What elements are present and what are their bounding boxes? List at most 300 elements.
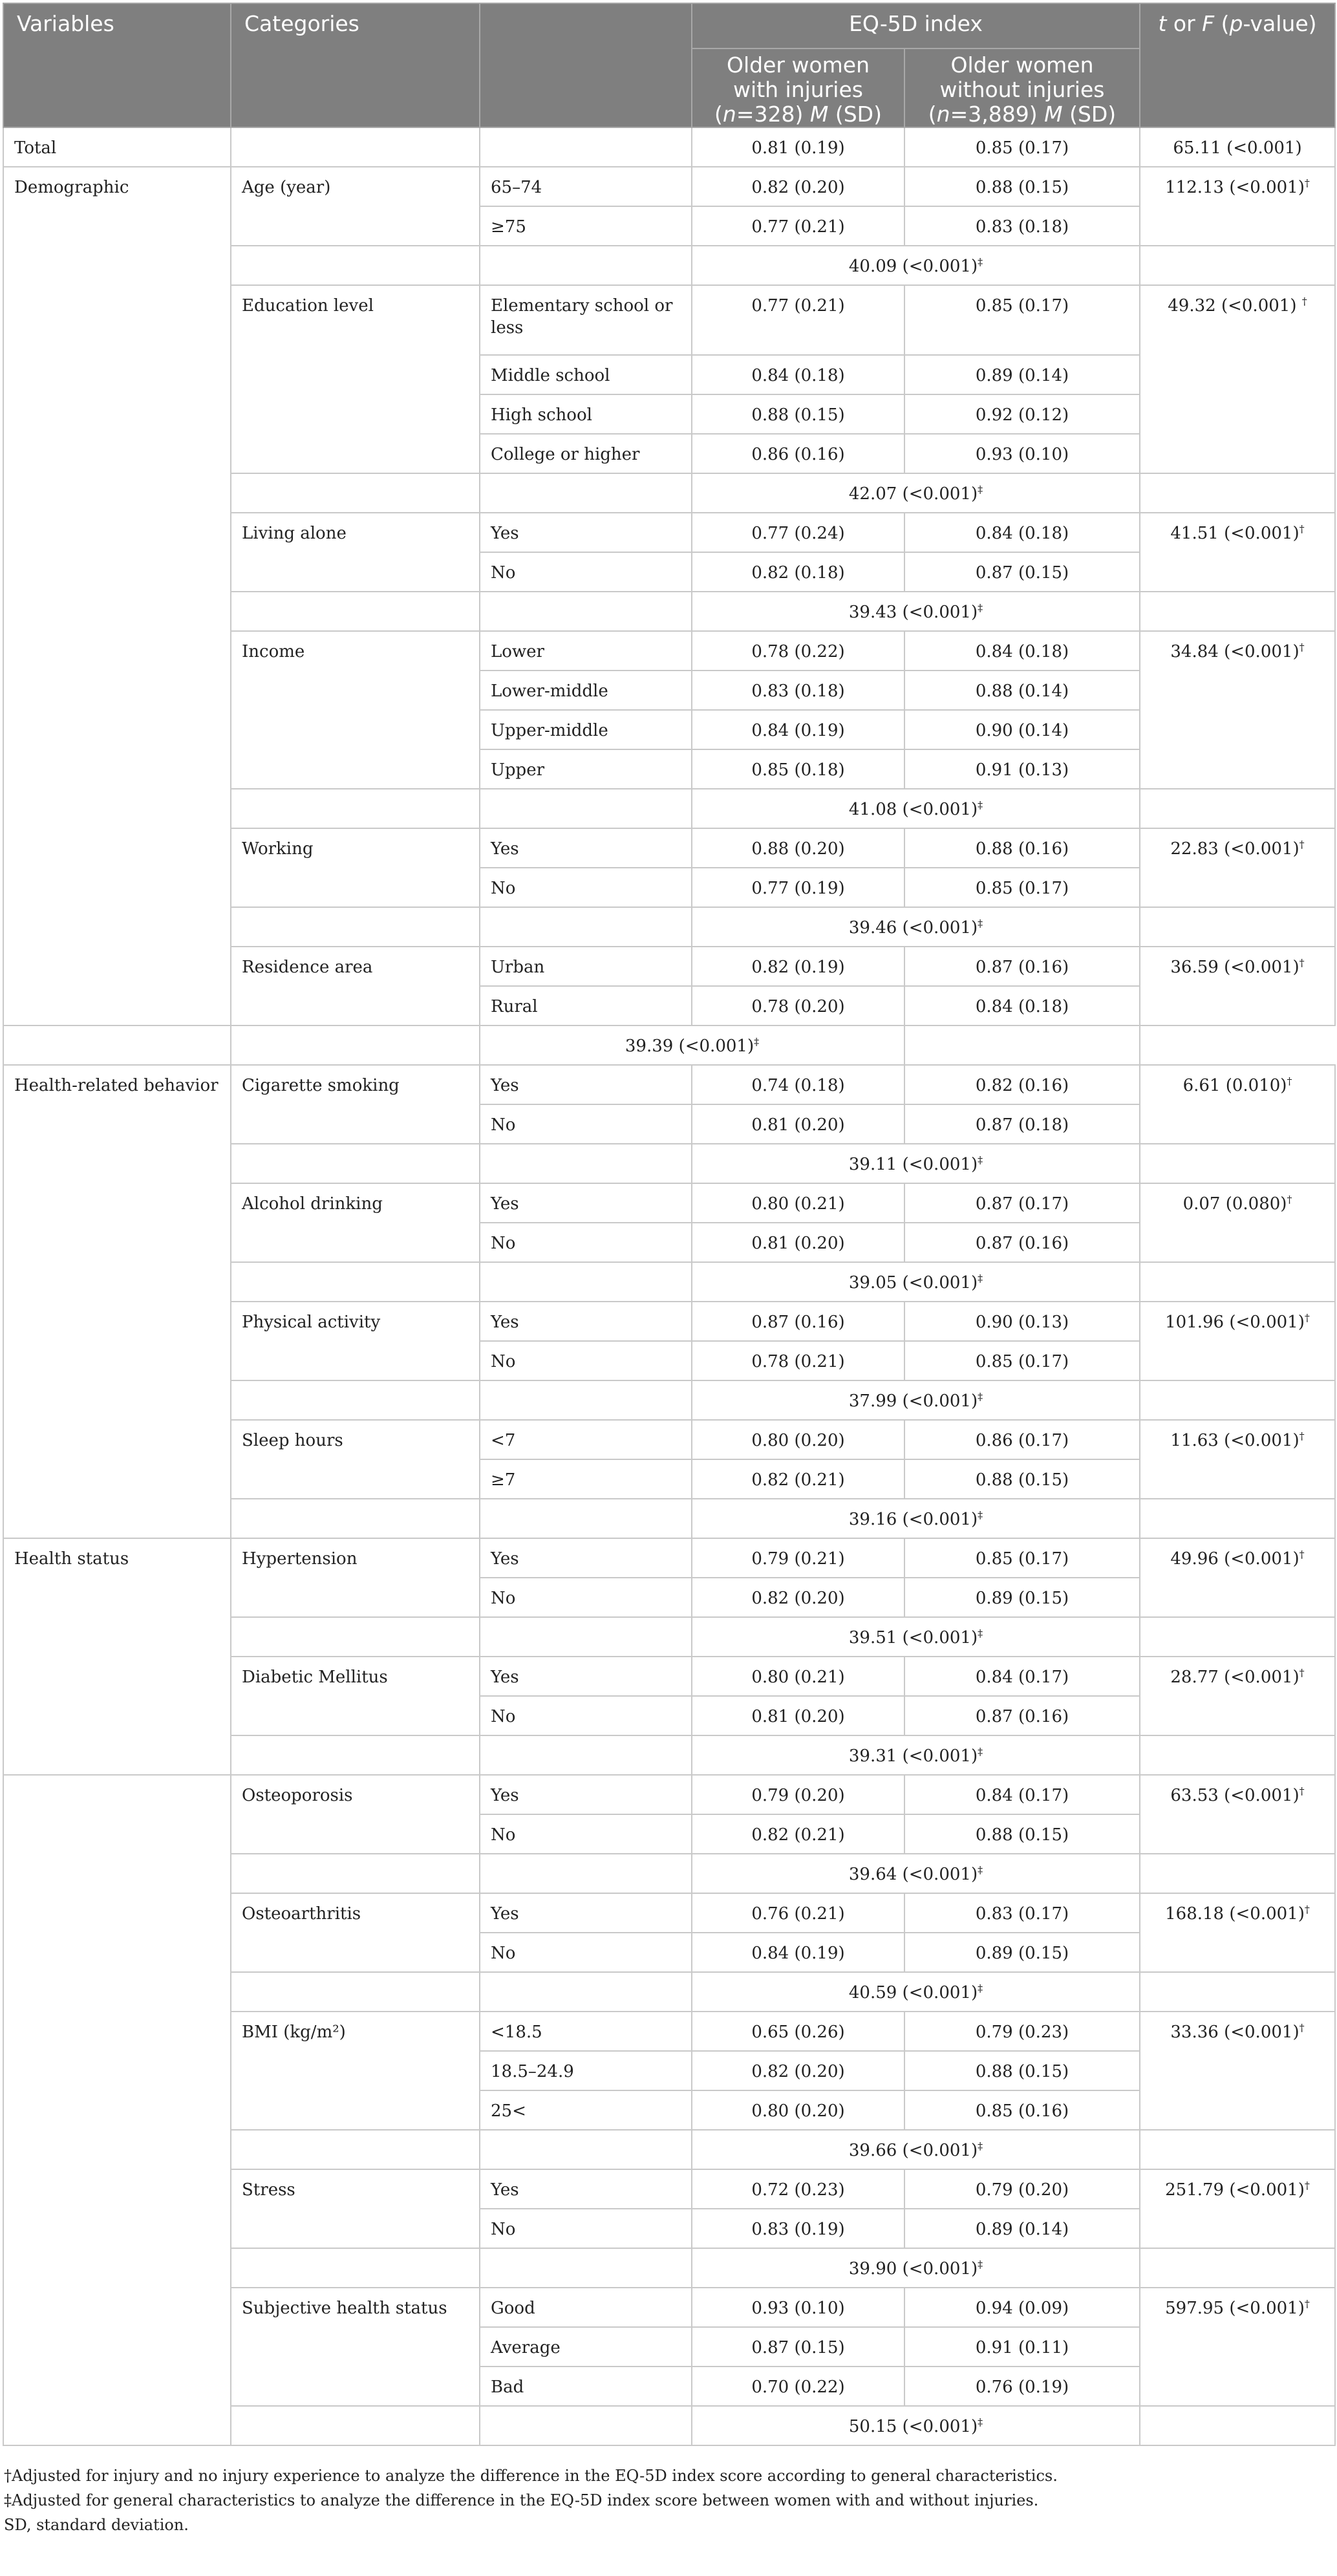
category-cell <box>231 127 480 167</box>
value-with-injuries: 0.78 (0.20) <box>692 986 904 1025</box>
category-cell: Living alone <box>231 513 480 592</box>
value-without-injuries: 0.91 (0.11) <box>904 2327 1140 2367</box>
footnote-mark: ‡ <box>978 917 983 930</box>
footnote-mark: ‡ <box>978 799 983 811</box>
test-cell <box>1140 1499 1335 1538</box>
subcategory-cell <box>480 592 692 631</box>
subcategory-cell <box>480 1972 692 2012</box>
value-with-injuries: 0.77 (0.19) <box>692 868 904 907</box>
subcategory-cell: Average <box>480 2327 692 2367</box>
table-row <box>3 1538 1335 1578</box>
adjusted-cell <box>692 2406 1140 2445</box>
subcategory-cell: Yes <box>480 2169 692 2209</box>
value-without-injuries: 0.89 (0.14) <box>904 2209 1140 2248</box>
category-cell <box>231 2130 480 2169</box>
value-with-injuries: 0.80 (0.20) <box>692 2090 904 2130</box>
subcategory-cell: ≥75 <box>480 206 692 246</box>
subcategory-cell <box>480 1262 692 1302</box>
value-with-injuries: 0.81 (0.20) <box>692 1696 904 1735</box>
value-without-injuries: 0.88 (0.15) <box>904 1814 1140 1854</box>
subcategory-cell: ≥7 <box>480 1459 692 1499</box>
test-cell <box>1140 127 1335 167</box>
category-cell <box>231 2248 480 2288</box>
subcategory-cell <box>480 1854 692 1893</box>
category-cell: Hypertension <box>231 1538 480 1617</box>
footnote-mark: ‡ <box>978 255 983 268</box>
subcategory-cell: No <box>480 868 692 907</box>
test-cell <box>1140 1972 1335 2012</box>
subcategory-cell: 18.5–24.9 <box>480 2051 692 2090</box>
subcategory-cell: 65–74 <box>480 167 692 206</box>
subcategory-cell: Lower-middle <box>480 671 692 710</box>
footnote-mark: † <box>1299 1785 1305 1798</box>
subcategory-cell <box>480 1380 692 1420</box>
value-with-injuries: 0.82 (0.18) <box>692 552 904 592</box>
footnote: SD, standard deviation. <box>4 2516 189 2534</box>
footnote-mark: † <box>1304 177 1310 189</box>
adjusted-value: 37.99 (<0.001) <box>848 1391 978 1411</box>
value-with-injuries: 0.82 (0.20) <box>692 1578 904 1617</box>
subcategory-cell: Yes <box>480 828 692 868</box>
footnote-mark: † <box>1287 1075 1292 1088</box>
subcategory-cell: No <box>480 1223 692 1262</box>
value-with-injuries: 0.79 (0.20) <box>692 1775 904 1814</box>
adjusted-cell <box>692 1617 1140 1657</box>
variable-cell <box>3 1775 231 2445</box>
test-cell <box>1140 1420 1335 1499</box>
subcategory-cell <box>480 1617 692 1657</box>
value-without-injuries: 0.87 (0.16) <box>904 1696 1140 1735</box>
value-with-injuries: 0.87 (0.16) <box>692 1302 904 1341</box>
value-with-injuries: 0.78 (0.21) <box>692 1341 904 1380</box>
footnote-mark: ‡ <box>978 1863 983 1876</box>
value-with-injuries: 0.77 (0.24) <box>692 513 904 552</box>
value-with-injuries: 0.82 (0.21) <box>692 1459 904 1499</box>
category-cell: Subjective health status <box>231 2288 480 2406</box>
category-cell: BMI (kg/m²) <box>231 2012 480 2130</box>
footnote-mark: † <box>1299 1548 1305 1561</box>
value-with-injuries: 0.82 (0.19) <box>692 947 904 986</box>
value-without-injuries: 0.90 (0.14) <box>904 710 1140 749</box>
value-with-injuries: 0.82 (0.21) <box>692 1814 904 1854</box>
value-without-injuries: 0.84 (0.17) <box>904 1657 1140 1696</box>
footnote-mark: † <box>1299 956 1305 969</box>
test-value: 112.13 (<0.001) <box>1165 178 1305 197</box>
test-cell <box>1140 1538 1335 1617</box>
category-cell: Cigarette smoking <box>231 1065 480 1144</box>
footnote-mark: ‡ <box>978 1272 983 1285</box>
table-row <box>3 1065 1335 1104</box>
value-with-injuries: 0.76 (0.21) <box>692 1893 904 1933</box>
adjusted-value: 39.43 (<0.001) <box>848 603 978 622</box>
adjusted-value: 41.08 (<0.001) <box>848 800 978 819</box>
test-cell <box>1140 592 1335 631</box>
footnote-mark: ‡ <box>978 2258 983 2271</box>
value-with-injuries: 0.81 (0.19) <box>692 127 904 167</box>
category-cell: Working <box>231 828 480 907</box>
subcategory-cell: <7 <box>480 1420 692 1459</box>
adjusted-value: 39.46 (<0.001) <box>848 918 978 938</box>
footnote-mark: ‡ <box>978 1390 983 1403</box>
adjusted-value: 39.51 (<0.001) <box>848 1628 978 1648</box>
adjusted-value: 50.15 (<0.001) <box>848 2417 978 2436</box>
value-with-injuries: 0.84 (0.19) <box>692 1933 904 1972</box>
subcategory-cell: 25< <box>480 2090 692 2130</box>
adjusted-value: 40.59 (<0.001) <box>848 1983 978 2002</box>
footnote-mark: ‡ <box>978 1154 983 1166</box>
category-cell <box>3 1025 231 1065</box>
subcategory-cell <box>480 473 692 513</box>
subcategory-cell: Good <box>480 2288 692 2327</box>
test-value: 41.51 (<0.001) <box>1170 524 1300 543</box>
value-with-injuries: 0.86 (0.16) <box>692 434 904 473</box>
test-value: 34.84 (<0.001) <box>1170 642 1300 661</box>
subcategory-cell <box>480 907 692 947</box>
value-with-injuries: 0.87 (0.15) <box>692 2327 904 2367</box>
header-with-injuries: Older women with injuries (n=328) M (SD) <box>692 48 904 127</box>
value-without-injuries: 0.85 (0.17) <box>904 868 1140 907</box>
value-with-injuries: 0.74 (0.18) <box>692 1065 904 1104</box>
category-cell: Age (year) <box>231 167 480 246</box>
category-cell: Osteoarthritis <box>231 1893 480 1972</box>
value-without-injuries: 0.88 (0.15) <box>904 2051 1140 2090</box>
category-cell: Residence area <box>231 947 480 1025</box>
category-cell <box>231 1617 480 1657</box>
value-with-injuries: 0.81 (0.20) <box>692 1104 904 1144</box>
value-without-injuries: 0.87 (0.18) <box>904 1104 1140 1144</box>
footnote-mark: ‡ <box>978 1982 983 1995</box>
category-cell: Stress <box>231 2169 480 2248</box>
test-cell <box>1140 1735 1335 1775</box>
value-without-injuries: 0.84 (0.18) <box>904 631 1140 671</box>
subcategory-cell <box>480 789 692 828</box>
adjusted-cell <box>692 2130 1140 2169</box>
value-without-injuries: 0.83 (0.17) <box>904 1893 1140 1933</box>
test-cell <box>1140 2012 1335 2130</box>
subcategory-cell <box>480 1144 692 1183</box>
value-with-injuries: 0.79 (0.21) <box>692 1538 904 1578</box>
footnote-mark: ‡ <box>978 601 983 614</box>
value-without-injuries: 0.87 (0.17) <box>904 1183 1140 1223</box>
subcategory-cell <box>480 246 692 285</box>
value-without-injuries: 0.89 (0.15) <box>904 1933 1140 1972</box>
test-value: 65.11 (<0.001) <box>1173 138 1302 158</box>
footnote-mark: ‡ <box>754 1035 760 1048</box>
value-without-injuries: 0.87 (0.16) <box>904 1223 1140 1262</box>
test-cell <box>1140 1617 1335 1657</box>
test-value: 101.96 (<0.001) <box>1165 1313 1305 1332</box>
test-cell <box>1140 1775 1335 1854</box>
footnote-mark: † <box>1287 1193 1292 1206</box>
subcategory-cell: High school <box>480 394 692 434</box>
value-without-injuries: 0.89 (0.15) <box>904 1578 1140 1617</box>
value-with-injuries: 0.82 (0.20) <box>692 167 904 206</box>
adjusted-value: 39.31 (<0.001) <box>848 1746 978 1766</box>
eq5d-table <box>3 3 1336 2446</box>
value-with-injuries: 0.80 (0.20) <box>692 1420 904 1459</box>
test-value: 28.77 (<0.001) <box>1170 1668 1300 1687</box>
subcategory-cell: No <box>480 1104 692 1144</box>
subcategory-cell: No <box>480 1578 692 1617</box>
value-without-injuries: 0.85 (0.17) <box>904 1538 1140 1578</box>
test-cell <box>1140 1302 1335 1380</box>
variable-cell: Health-related behavior <box>3 1065 231 1538</box>
test-cell <box>1140 1854 1335 1893</box>
value-with-injuries: 0.88 (0.15) <box>692 394 904 434</box>
value-without-injuries: 0.82 (0.16) <box>904 1065 1140 1104</box>
category-cell <box>231 789 480 828</box>
subcategory-cell: No <box>480 1696 692 1735</box>
header-test-statistic: t or F (p-value) <box>1140 3 1335 127</box>
variable-cell: Health status <box>3 1538 231 1775</box>
test-value: 6.61 (0.010) <box>1182 1076 1287 1095</box>
subcategory-cell: No <box>480 552 692 592</box>
test-cell <box>904 1025 1140 1065</box>
category-cell <box>231 1854 480 1893</box>
category-cell <box>231 592 480 631</box>
category-cell: Diabetic Mellitus <box>231 1657 480 1735</box>
footnote-mark: † <box>1299 641 1305 654</box>
category-cell <box>231 1144 480 1183</box>
adjusted-cell <box>692 246 1140 285</box>
category-cell <box>231 907 480 947</box>
value-with-injuries: 0.85 (0.18) <box>692 749 904 789</box>
footnote-mark: † <box>1299 1666 1305 1679</box>
test-cell <box>1140 1893 1335 1972</box>
footnote-mark: ‡ <box>978 2140 983 2152</box>
adjusted-cell <box>692 1380 1140 1420</box>
value-with-injuries: 0.80 (0.21) <box>692 1657 904 1696</box>
value-without-injuries: 0.91 (0.13) <box>904 749 1140 789</box>
test-cell <box>1140 1183 1335 1262</box>
adjusted-value: 39.39 (<0.001) <box>625 1036 754 1056</box>
subcategory-cell: Elementary school or less <box>480 285 692 355</box>
value-without-injuries: 0.79 (0.23) <box>904 2012 1140 2051</box>
subcategory-cell: Yes <box>480 513 692 552</box>
subcategory-cell <box>480 1499 692 1538</box>
adjusted-value: 39.64 (<0.001) <box>848 1865 978 1884</box>
footnote-mark: † <box>1304 1311 1310 1324</box>
adjusted-cell <box>692 592 1140 631</box>
test-cell <box>1140 2130 1335 2169</box>
subcategory-cell: No <box>480 1933 692 1972</box>
value-with-injuries: 0.88 (0.20) <box>692 828 904 868</box>
value-with-injuries: 0.77 (0.21) <box>692 206 904 246</box>
footnote-mark: † <box>1304 1903 1310 1916</box>
test-cell <box>1140 1144 1335 1183</box>
value-without-injuries: 0.85 (0.17) <box>904 1341 1140 1380</box>
header-without-injuries: Older women without injuries (n=3,889) M (SD) <box>904 48 1140 127</box>
subcategory-cell: Yes <box>480 1065 692 1104</box>
value-with-injuries: 0.83 (0.18) <box>692 671 904 710</box>
value-with-injuries: 0.81 (0.20) <box>692 1223 904 1262</box>
value-without-injuries: 0.83 (0.18) <box>904 206 1140 246</box>
subcategory-cell <box>480 2406 692 2445</box>
test-cell <box>1140 1262 1335 1302</box>
category-cell <box>231 473 480 513</box>
adjusted-value: 39.05 (<0.001) <box>848 1273 978 1293</box>
category-cell: Sleep hours <box>231 1420 480 1499</box>
footnote-mark: † <box>1301 295 1307 308</box>
subcategory-cell <box>231 1025 480 1065</box>
footnote-mark: ‡ <box>978 1745 983 1758</box>
footnote-mark: † <box>1304 2297 1310 2310</box>
adjusted-cell <box>692 1735 1140 1775</box>
adjusted-value: 39.66 (<0.001) <box>848 2141 978 2160</box>
value-without-injuries: 0.90 (0.13) <box>904 1302 1140 1341</box>
value-without-injuries: 0.84 (0.17) <box>904 1775 1140 1814</box>
subcategory-cell: Urban <box>480 947 692 986</box>
value-without-injuries: 0.85 (0.16) <box>904 2090 1140 2130</box>
category-cell: Education level <box>231 285 480 473</box>
subcategory-cell <box>480 2130 692 2169</box>
category-cell <box>231 2406 480 2445</box>
variable-cell: Demographic <box>3 167 231 1025</box>
category-cell <box>231 1262 480 1302</box>
subcategory-cell: Upper <box>480 749 692 789</box>
footnote-mark: ‡ <box>978 483 983 496</box>
category-cell <box>231 246 480 285</box>
adjusted-cell <box>692 1499 1140 1538</box>
value-without-injuries: 0.93 (0.10) <box>904 434 1140 473</box>
value-with-injuries: 0.70 (0.22) <box>692 2367 904 2406</box>
value-without-injuries: 0.84 (0.18) <box>904 986 1140 1025</box>
adjusted-row <box>3 1025 1335 1065</box>
subcategory-cell: Yes <box>480 1302 692 1341</box>
subcategory-cell <box>480 1735 692 1775</box>
adjusted-value: 40.09 (<0.001) <box>848 257 978 276</box>
test-value: 63.53 (<0.001) <box>1170 1786 1300 1805</box>
value-without-injuries: 0.88 (0.14) <box>904 671 1140 710</box>
adjusted-value: 42.07 (<0.001) <box>848 484 978 504</box>
adjusted-cell <box>692 1972 1140 2012</box>
footnote-mark: ‡ <box>978 1508 983 1521</box>
table-row <box>3 167 1335 206</box>
value-without-injuries: 0.76 (0.19) <box>904 2367 1140 2406</box>
test-cell <box>1140 2406 1335 2445</box>
subcategory-cell <box>480 127 692 167</box>
test-cell <box>1140 473 1335 513</box>
test-value: 36.59 (<0.001) <box>1170 958 1300 977</box>
test-cell <box>1140 631 1335 789</box>
value-without-injuries: 0.94 (0.09) <box>904 2288 1140 2327</box>
test-value: 0.07 (0.080) <box>1182 1194 1287 1214</box>
value-with-injuries: 0.72 (0.23) <box>692 2169 904 2209</box>
subcategory-cell: Yes <box>480 1183 692 1223</box>
value-with-injuries: 0.84 (0.18) <box>692 355 904 394</box>
value-with-injuries: 0.80 (0.21) <box>692 1183 904 1223</box>
test-cell <box>1140 1380 1335 1420</box>
test-value: 11.63 (<0.001) <box>1170 1431 1300 1450</box>
adjusted-cell <box>692 1854 1140 1893</box>
category-cell <box>231 1499 480 1538</box>
value-without-injuries: 0.88 (0.15) <box>904 1459 1140 1499</box>
test-value: 49.32 (<0.001) <box>1168 296 1302 316</box>
adjusted-cell <box>692 1144 1140 1183</box>
category-cell: Physical activity <box>231 1302 480 1380</box>
test-cell <box>1140 2169 1335 2248</box>
subcategory-cell: Rural <box>480 986 692 1025</box>
footnote: †Adjusted for injury and no injury experience to analyze the difference in the EQ-5D index score according to general characteristics. <box>4 2467 1058 2485</box>
test-value: 22.83 (<0.001) <box>1170 839 1300 859</box>
subcategory-cell: Yes <box>480 1538 692 1578</box>
subcategory-cell: College or higher <box>480 434 692 473</box>
adjusted-cell <box>692 2248 1140 2288</box>
value-with-injuries: 0.83 (0.19) <box>692 2209 904 2248</box>
subcategory-cell: Bad <box>480 2367 692 2406</box>
test-cell <box>1140 828 1335 907</box>
value-without-injuries: 0.86 (0.17) <box>904 1420 1140 1459</box>
subcategory-cell: Lower <box>480 631 692 671</box>
adjusted-cell <box>480 1025 904 1065</box>
category-cell: Osteoporosis <box>231 1775 480 1854</box>
footnote-mark: † <box>1304 2179 1310 2192</box>
category-cell <box>231 1735 480 1775</box>
value-without-injuries: 0.88 (0.15) <box>904 167 1140 206</box>
footnote: ‡Adjusted for general characteristics to analyze the difference in the EQ-5D index score between women with and without injuries. <box>4 2491 1039 2509</box>
test-value: 251.79 (<0.001) <box>1165 2180 1305 2200</box>
value-with-injuries: 0.93 (0.10) <box>692 2288 904 2327</box>
test-cell <box>1140 2288 1335 2406</box>
footnote-mark: † <box>1299 838 1305 851</box>
subcategory-cell: No <box>480 1341 692 1380</box>
subcategory-cell <box>480 2248 692 2288</box>
value-with-injuries: 0.84 (0.19) <box>692 710 904 749</box>
subcategory-cell: <18.5 <box>480 2012 692 2051</box>
test-value: 49.96 (<0.001) <box>1170 1549 1300 1569</box>
variable-cell: Total <box>3 127 231 167</box>
category-cell: Income <box>231 631 480 789</box>
subcategory-cell: Yes <box>480 1657 692 1696</box>
adjusted-cell <box>692 473 1140 513</box>
test-cell <box>1140 2248 1335 2288</box>
value-without-injuries: 0.92 (0.12) <box>904 394 1140 434</box>
header-categories: Categories <box>231 3 480 127</box>
test-cell <box>1140 789 1335 828</box>
footnote-mark: † <box>1299 2021 1305 2034</box>
value-with-injuries: 0.77 (0.21) <box>692 285 904 355</box>
category-cell <box>231 1380 480 1420</box>
header-variables: Variables <box>3 3 231 127</box>
subcategory-cell: Yes <box>480 1893 692 1933</box>
test-value: 597.95 (<0.001) <box>1165 2299 1305 2318</box>
footnote-mark: ‡ <box>978 2416 983 2429</box>
test-value: 168.18 (<0.001) <box>1165 1904 1305 1924</box>
category-cell <box>231 1972 480 2012</box>
footnote-mark: ‡ <box>978 1627 983 1640</box>
value-without-injuries: 0.87 (0.15) <box>904 552 1140 592</box>
footnote-mark: † <box>1299 1430 1305 1443</box>
category-cell: Alcohol drinking <box>231 1183 480 1262</box>
subcategory-cell: No <box>480 2209 692 2248</box>
test-cell <box>1140 285 1335 473</box>
adjusted-value: 39.11 (<0.001) <box>848 1155 978 1174</box>
subcategory-cell: Middle school <box>480 355 692 394</box>
subcategory-cell: Yes <box>480 1775 692 1814</box>
footnote-mark: † <box>1299 522 1305 535</box>
adjusted-value: 39.90 (<0.001) <box>848 2259 978 2279</box>
value-without-injuries: 0.84 (0.18) <box>904 513 1140 552</box>
header-subcategories <box>480 3 692 127</box>
table-row <box>3 1775 1335 1814</box>
test-cell <box>1140 1065 1335 1144</box>
test-cell <box>1140 1657 1335 1735</box>
value-without-injuries: 0.85 (0.17) <box>904 285 1140 355</box>
value-with-injuries: 0.78 (0.22) <box>692 631 904 671</box>
table-row <box>3 127 1335 167</box>
test-cell <box>1140 947 1335 1025</box>
value-without-injuries: 0.85 (0.17) <box>904 127 1140 167</box>
